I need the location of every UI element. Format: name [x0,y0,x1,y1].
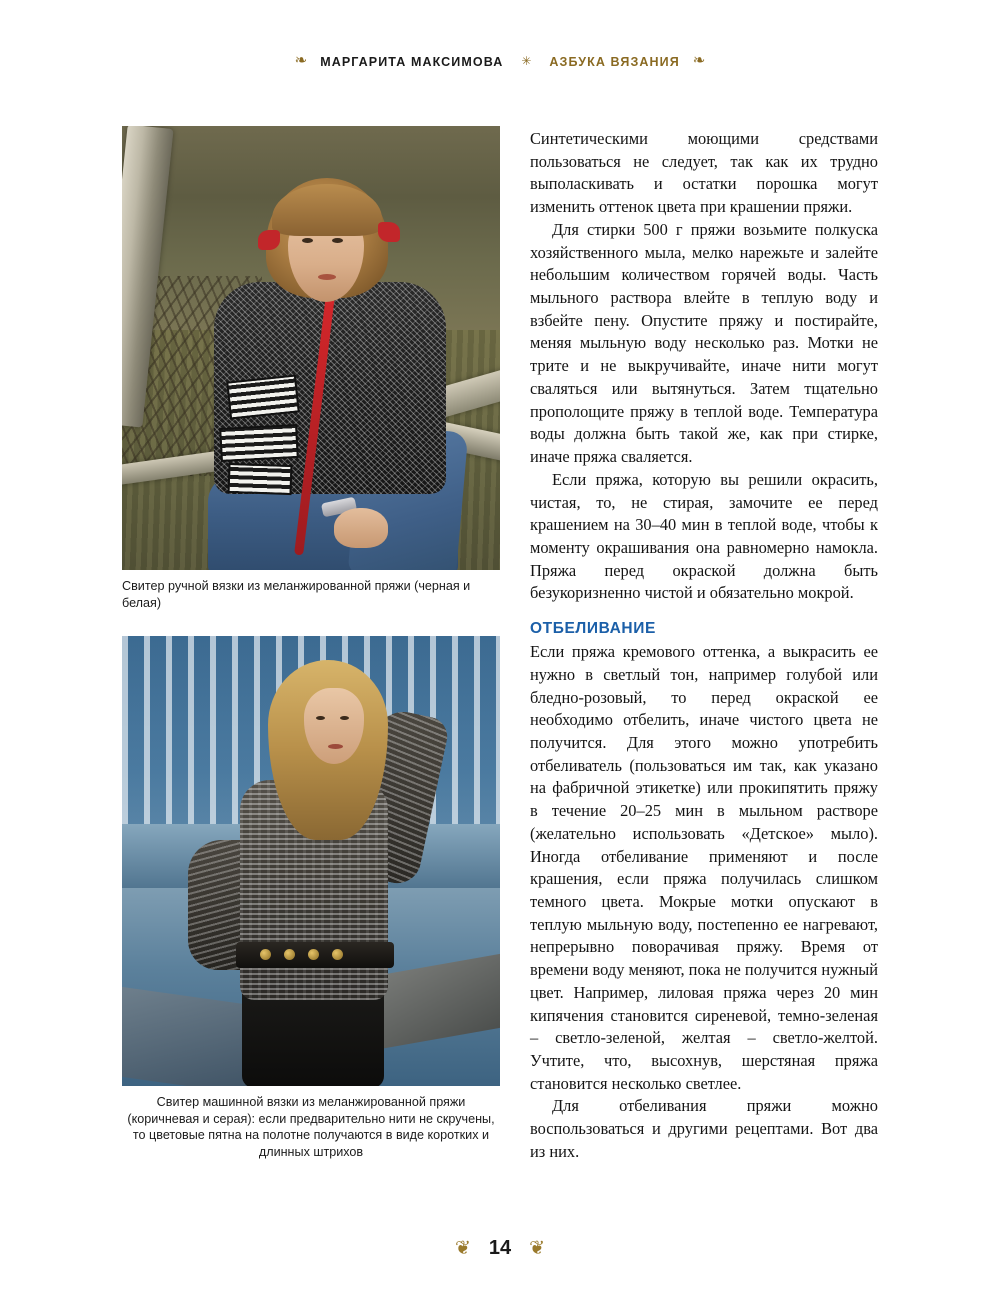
body-paragraph: Синтетическими моющими средствами пользоваться не следует, так как их трудно выполаскивать и остатки порошка могут изменить оттенок цвета при крашении пряжи. [530,129,878,217]
photo1-hand [334,508,388,548]
photo1-hair-bow-right [378,222,400,242]
star-icon: ✳ [521,54,532,68]
running-head-title: АЗБУКА ВЯЗАНИЯ [549,54,680,69]
section-subheading: ОТБЕЛИВАНИЕ [530,620,656,638]
photo1-eye-right [332,238,343,243]
body-text-column [530,128,878,1164]
photo1-eye-left [302,238,313,243]
photo1-pattern-band-3 [227,463,292,495]
folio-ornament-right-icon: ❦ [529,1238,546,1259]
page-footer [0,1237,1000,1260]
body-paragraph: Если пряжа кремового оттенка, а выкрасить ее нужно в светлый тон, например голубой или бледно-розовый, то перед окраской ее необходимо отбелить, иначе чистого цвета не получится. Для этого можно употребить отбеливатель (пользоваться им так, как указано на фабричной этикетке) или прокипятить пряжу в течение 20–25 мин в мыльном растворе (желательно использовать «Детское» мыло). Иногда отбеливание применяют и после крашения, если пряжа получилась слишком темного цвета. Мокрые мотки опускают в теплую мыльную воду, постепенно ее нагревают, непрерывно поворачивая пряжу. Время от времени воду меняют, пока не получится нужный цвет. Например, лиловая пряжа через 20 мин кипячения становится сиреневой, темно-зеленая – светло-зеленой, желтая – светло-желтой. Учтите, что, высохнув, шерстяная пряжа становится несколько светлее. [530,642,878,1093]
photo2-model [186,660,436,1086]
body-paragraph: Для стирки 500 г пряжи возьмите полкуска хозяйственного мыла, мелко нарежьте и залейте небольшим количеством горячей воды. Часть мыльного раствора влейте в теплую воду и взбейте пену. Опустите пряжу и постирайте, меняя мыльную воду несколько раз. Мотки не трите и не выкручивайте, иначе нити могут сваляться или вытянуться. Затем тщательно прополощите пряжу в теплой воде. Температура воды должна быть такой же, как при стирке, иначе пряжа сваляется. [530,219,878,467]
figure-caption: Свитер ручной вязки из меланжированной пряжи (черная и белая) [122,579,471,610]
sweater-handknit-photo [122,126,500,570]
photo1-mouth [318,274,336,280]
figures-column [122,126,500,1161]
figure-machineknit-sweater [122,636,500,1160]
photo1-model [214,178,446,570]
figure-caption: Свитер машинной вязки из меланжированной пряжи (коричневая и серая): если предварительно нити не скручены, то цветовые пятна на полотне получаются в виде коротких и длинных штрихов [127,1095,495,1160]
photo1-hair-bow-left [258,230,280,250]
running-head [0,52,1000,71]
body-paragraph: Для отбеливания пряжи можно воспользоваться и другими рецептами. Вот два из них. [530,1096,878,1161]
folio-ornament-left-icon: ❦ [454,1238,471,1259]
ornament-right-icon: ❧ [692,53,706,69]
sweater-machineknit-photo [122,636,500,1086]
page-number: 14 [488,1237,512,1259]
running-head-author: МАРГАРИТА МАКСИМОВА [320,54,504,69]
ornament-left-icon: ❧ [294,53,308,69]
photo1-pattern-band-1 [226,374,300,419]
photo1-pattern-band-2 [219,424,299,462]
body-paragraph: Если пряжа, которую вы решили окрасить, чистая, то, не стирая, замочите ее перед крашением на 30–40 мин в теплой воде, чтобы к моменту окрашивания она равномерно намокла. Пряжа перед окраской должна быть безукоризненно чистой и обязательно мокрой. [530,469,878,603]
figure-handknit-sweater [122,126,500,611]
